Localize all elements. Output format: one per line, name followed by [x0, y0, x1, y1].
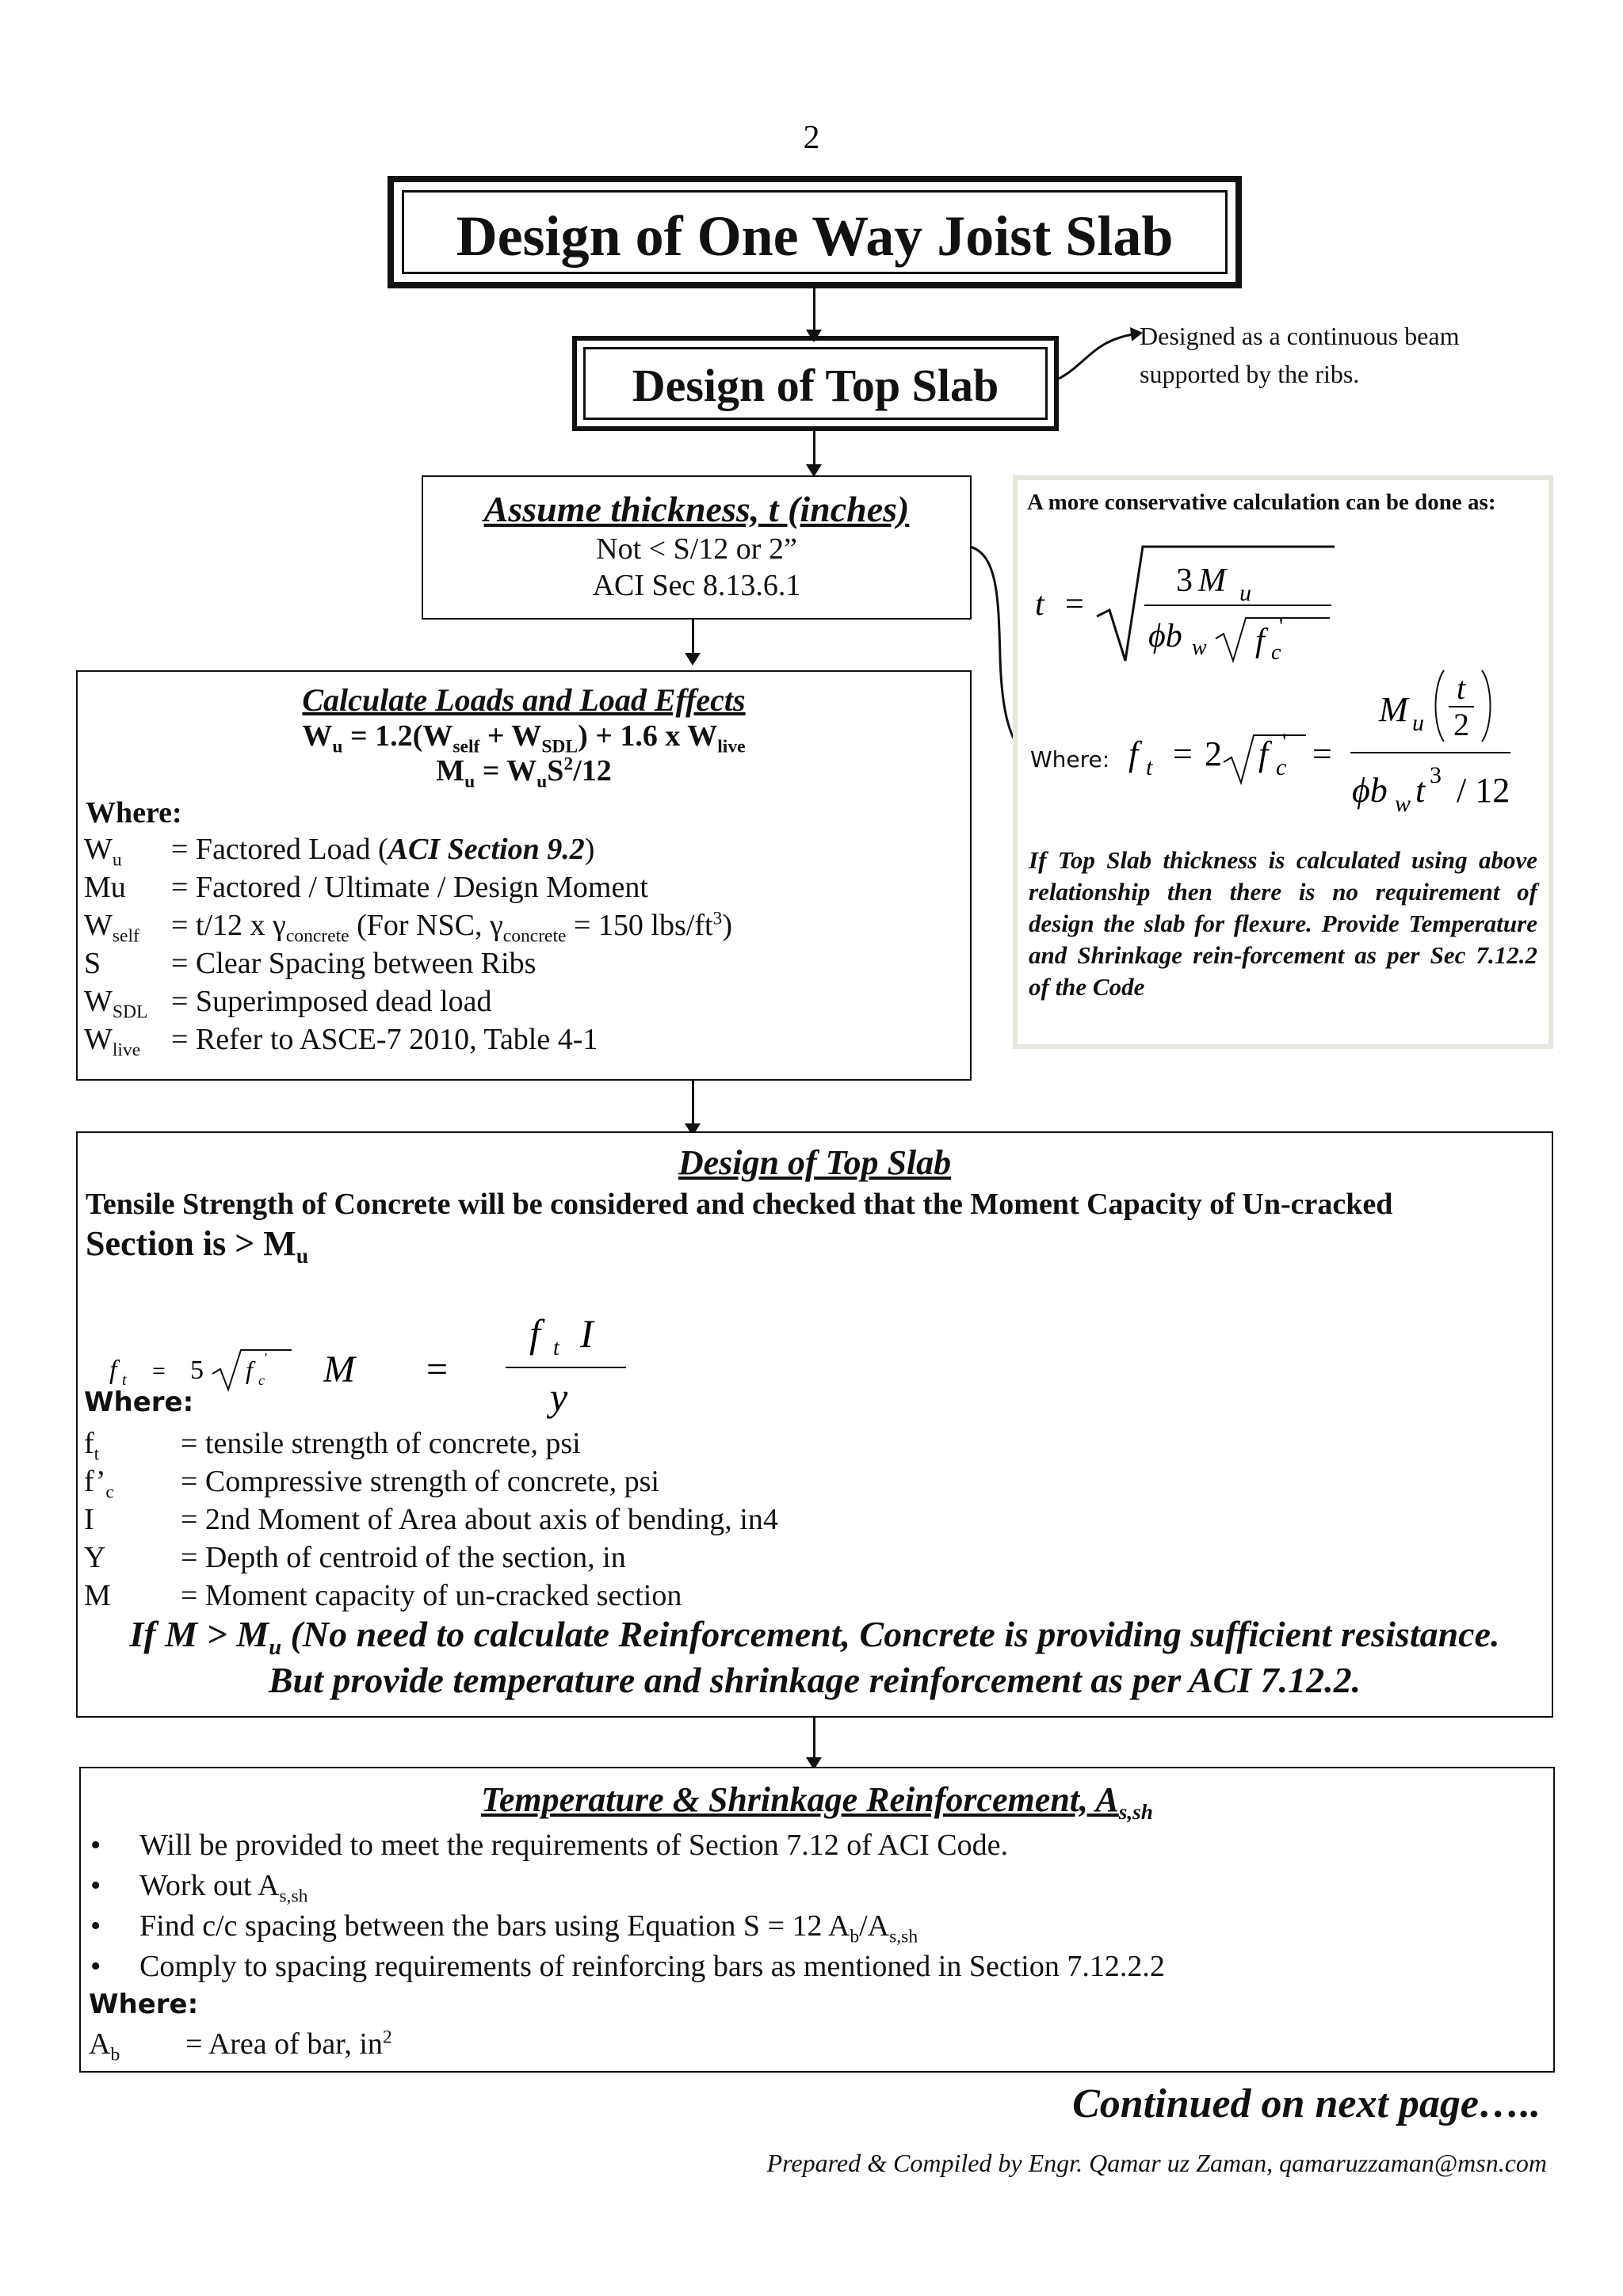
svg-text:t: t	[122, 1371, 127, 1389]
def-wself: $W_{self} = t/12$ x $\gamma_{concrete}$ (For NSC, $\gamma_{concrete} = 150$ lbs/$ft^3$)	[84, 908, 732, 947]
assume-line2: ACI Sec 8.13.6.1	[592, 569, 801, 602]
svg-text:w: w	[1395, 791, 1411, 817]
svg-text:f: f	[1255, 623, 1265, 659]
svg-text:t: t	[1035, 586, 1044, 623]
design-formulas	[101, 1291, 831, 1426]
svg-text:t: t	[553, 1336, 559, 1360]
svg-text:c: c	[1271, 640, 1281, 665]
def-wu: $W_u$ = Factored Load (ACI Section 9.2)	[84, 833, 595, 871]
svg-text:2: 2	[1205, 734, 1222, 773]
bullet-4: • Comply to spacing requirements of reinforcing bars as mentioned in Section 7.12.2.2	[90, 1950, 1165, 1983]
footer: Prepared & Compiled by Engr. Qamar uz Zaman, qamaruzzaman@msn.com	[766, 2149, 1547, 2177]
def-wsdl: $W_{SDL}$ = Superimposed dead load	[84, 985, 492, 1023]
top-slab-title: Design of Top Slab	[632, 360, 999, 411]
svg-text:f: f	[1128, 734, 1139, 773]
design-conclusion: If $M > M_u$ (No need to calculate Reinforcement, Concrete is providing sufficient resistance. But provide temperature and shrinkage reinforcement as per ACI 7.12.2.	[129, 1614, 1500, 1700]
svg-text:t: t	[1457, 670, 1466, 706]
arrow-1	[813, 288, 815, 331]
conservative-heading: A more conservative calculation can be done as:	[1027, 490, 1496, 515]
design-box	[76, 1131, 1553, 1718]
svg-text:u: u	[1412, 710, 1424, 736]
design-where: Where:	[84, 1386, 194, 1418]
svg-text:': '	[1282, 729, 1287, 755]
svg-text:f: f	[1258, 734, 1269, 773]
svg-text:M: M	[1379, 690, 1408, 729]
svg-text:y: y	[550, 1375, 568, 1419]
svg-text:u: u	[1239, 580, 1251, 606]
top-slab-box	[572, 336, 1059, 431]
svg-text:5: 5	[190, 1356, 204, 1385]
wu-formula: $W_u = 1.2(W_{self} + W_{SDL}) + 1.6$ x $W_{live}$	[302, 719, 746, 757]
bullet-1: • Will be provided to meet the requirements of Section 7.12 of ACI Code.	[90, 1829, 1009, 1862]
def-y: Y = Depth of centroid of the section, in	[84, 1541, 626, 1574]
svg-text:I: I	[580, 1311, 594, 1356]
svg-text:=: =	[1312, 734, 1332, 773]
def-ab: $A_b$ = Area of bar, $in^2$	[89, 2027, 392, 2065]
svg-text:3: 3	[1430, 762, 1442, 788]
conservative-note: If Top Slab thickness is calculated using above relationship then there is no requirement of design the slab for flexure. Provide Temperature and Shrinkage rein-forcement as per Sec 7.12.2 of the Code	[1029, 846, 1537, 1001]
svg-text:ϕb: ϕb	[1148, 618, 1182, 654]
def-mu: Mu = Factored / Ultimate / Design Moment	[84, 871, 648, 904]
svg-text:f: f	[529, 1311, 540, 1356]
svg-text:=: =	[426, 1348, 449, 1390]
arrow-4	[692, 1081, 694, 1125]
main-title: Design of One Way Joist Slab	[456, 204, 1174, 268]
temp-box	[79, 1767, 1555, 2073]
callout-arrow	[1054, 317, 1149, 388]
arrow-3	[692, 620, 694, 654]
bullet-3: • Find c/c spacing between the bars using Equation S = 12 $A_b/A_{s,sh}$	[90, 1909, 918, 1947]
def-i: I = 2nd Moment of Area about axis of bending, in4	[84, 1503, 778, 1536]
svg-text:ϕb: ϕb	[1352, 771, 1388, 810]
svg-text:=: =	[152, 1358, 166, 1384]
assume-line1: Not < S/12 or 2”	[596, 532, 797, 566]
svg-text:=: =	[1065, 586, 1084, 623]
svg-text:/ 12: / 12	[1457, 771, 1510, 810]
mu-formula: $M_u = W_uS^2/12$	[436, 753, 612, 792]
def-s: S = Clear Spacing between Ribs	[84, 947, 537, 980]
callout-text: Designed as a continuous beam supported by the ribs.	[1140, 322, 1460, 388]
arrow-2	[813, 431, 815, 466]
temp-bullets	[90, 1825, 1165, 1987]
assume-box	[422, 475, 972, 620]
loads-box	[76, 670, 972, 1081]
design-intro2: Section is > $M_u$	[86, 1224, 308, 1268]
def-wlive: $W_{live}$ = Refer to ASCE-7 2010, Table 4-1	[84, 1023, 598, 1061]
main-title-box	[388, 176, 1242, 288]
svg-text:': '	[265, 1350, 268, 1366]
svg-text:=: =	[1173, 734, 1193, 773]
conservative-box	[1013, 475, 1553, 1049]
conservative-where: Where:	[1030, 746, 1110, 772]
arrow-5	[813, 1718, 815, 1759]
svg-text:3: 3	[1176, 563, 1193, 599]
def-ft: $f_t$ = tensile strength of concrete, psi	[84, 1427, 581, 1465]
svg-text:': '	[1279, 615, 1284, 639]
temp-heading: Temperature & Shrinkage Reinforcement, $A_{s,sh}$	[481, 1780, 1153, 1824]
svg-text:c: c	[258, 1372, 265, 1388]
design-heading: Design of Top Slab	[678, 1143, 952, 1182]
svg-text:2: 2	[1453, 707, 1469, 742]
bullet-2: • Work out $A_{s,sh}$	[90, 1869, 308, 1907]
ft-formula	[1125, 646, 1553, 845]
design-intro1: Tensile Strength of Concrete will be considered and checked that the Moment Capacity of Un-cracked	[86, 1188, 1393, 1221]
svg-text:M: M	[323, 1348, 355, 1390]
svg-text:t: t	[1146, 754, 1153, 780]
svg-text:t: t	[1415, 771, 1426, 810]
loads-heading: Calculate Loads and Load Effects	[302, 682, 746, 718]
svg-text:f: f	[246, 1356, 253, 1384]
svg-text:f: f	[109, 1356, 117, 1385]
continued-text: Continued on next page…..	[1072, 2081, 1541, 2126]
def-m: M = Moment capacity of un-cracked section	[84, 1579, 682, 1612]
svg-text:w: w	[1192, 635, 1207, 660]
page-number: 2	[803, 120, 820, 156]
loads-where: Where:	[86, 796, 182, 830]
svg-text:c: c	[1276, 754, 1287, 780]
def-fc: $f’_c$ = Compressive strength of concrete, psi	[84, 1465, 659, 1503]
svg-text:M: M	[1198, 563, 1226, 599]
temp-where: Where:	[89, 1989, 199, 2020]
assume-heading: Assume thickness, t (inches)	[483, 489, 910, 529]
